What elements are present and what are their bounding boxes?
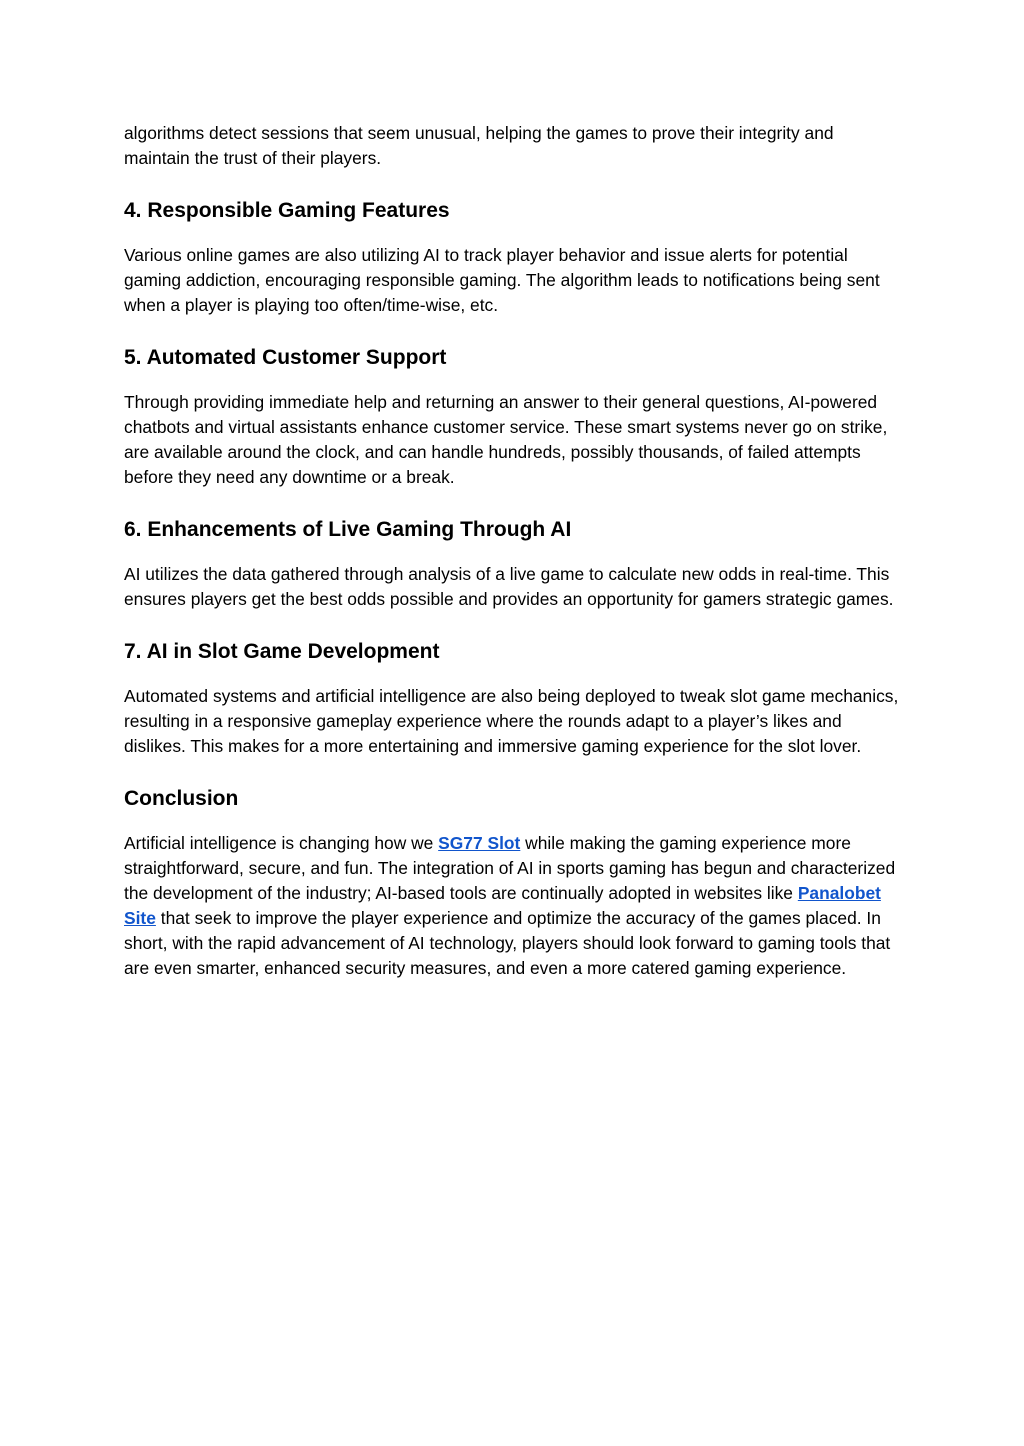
section-heading: 5. Automated Customer Support — [124, 346, 447, 369]
section-live-gaming — [124, 516, 904, 612]
section-body: AI utilizes the data gathered through analysis of a live game to calculate new odds in real-time. This ensures players get the best odds possible and provides an opportunity for gamers strategic games. — [124, 564, 894, 609]
section-customer-support — [124, 344, 904, 490]
intro-paragraph: algorithms detect sessions that seem unusual, helping the games to prove their integrity and maintain the trust of their players. — [124, 123, 834, 168]
section-slot-development — [124, 638, 904, 759]
section-body: Various online games are also utilizing AI to track player behavior and issue alerts for potential gaming addiction, encouraging responsible gaming. The algorithm leads to notifications being sent when a player is playing too often/time-wise, etc. — [124, 245, 880, 315]
section-heading: 6. Enhancements of Live Gaming Through AI — [124, 518, 572, 541]
section-heading: 4. Responsible Gaming Features — [124, 199, 450, 222]
section-body: Automated systems and artificial intelligence are also being deployed to tweak slot game mechanics, resulting in a responsive gameplay experience where the rounds adapt to a player’s likes and dislikes. This makes for a more entertaining and immersive gaming experience for the slot lover. — [124, 686, 899, 756]
conclusion-heading: Conclusion — [124, 787, 239, 810]
conclusion-paragraph — [124, 831, 904, 981]
conclusion-text-1: Artificial intelligence is changing how we — [124, 833, 439, 853]
section-conclusion — [124, 785, 904, 981]
document-page — [124, 121, 904, 1007]
sg77-slot-link[interactable]: SG77 Slot — [438, 833, 521, 853]
section-responsible-gaming — [124, 197, 904, 318]
conclusion-text-2: while making the gaming experience more straightforward, secure, and fun. The integration of AI in sports gaming has begun and characterized the development of the industry; AI-based tools are continually adopted in websites like — [124, 833, 896, 903]
conclusion-text-3: that seek to improve the player experience and optimize the accuracy of the games placed. In short, with the rapid advancement of AI technology, players should look forward to gaming tools that are even smarter, enhanced security measures, and even a more catered gaming experience. — [124, 908, 891, 978]
section-heading: 7. AI in Slot Game Development — [124, 640, 440, 663]
section-body: Through providing immediate help and returning an answer to their general questions, AI-powered chatbots and virtual assistants enhance customer service. These smart systems never go on strike, are available around the clock, and can handle hundreds, possibly thousands, of failed attempts before they need any downtime or a break. — [124, 392, 888, 487]
panalobet-site-link[interactable]: Panalobet Site — [124, 883, 881, 928]
